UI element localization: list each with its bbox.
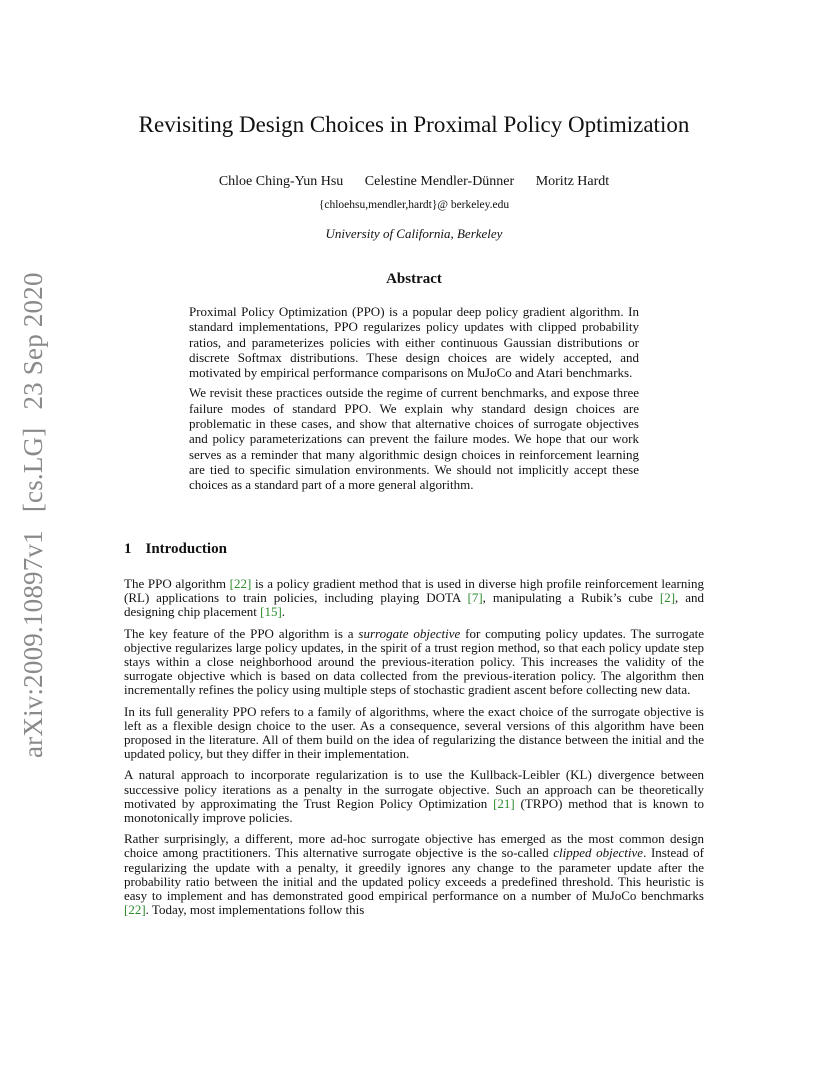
text-run: (TRPO) method that is known to monotonically improve policies. — [124, 795, 704, 826]
affiliation: University of California, Berkeley — [325, 226, 503, 241]
text-run: . Today, most implementations follow this — [145, 902, 365, 918]
text-run: . — [281, 604, 286, 620]
text-run: , and designing chip placement — [124, 590, 704, 620]
text-run: for computing policy updates. The surrogate objective regularizes large policy updates, in the spirit of a trust region method, so that each policy update step stays within a close neighborhood around the previous-iteration policy. This increases the validity of the surrogate objective which is based on data collected from the previous-iteration policy. The algorithm then incrementally refines the policy using multiple steps of stochastic gradient ascent before collecting new data. — [124, 625, 704, 698]
body-paragraph — [124, 832, 704, 917]
emphasis: surrogate objective — [358, 625, 461, 641]
arxiv-id: arXiv:2009.10897v1 — [18, 530, 48, 758]
abstract-paragraph: Proximal Policy Optimization (PPO) is a popular deep policy gradient algorithm. In standard implementations, PPO regularizes policy updates with clipped probability ratios, and parameterizes policies with either continuous Gaussian distributions or discrete Softmax distributions. These design choices are widely accepted, and motivated by empirical performance comparisons on MuJoCo and Atari benchmarks. — [189, 304, 639, 381]
section-number: 1 — [124, 541, 132, 557]
body-paragraph — [124, 768, 704, 825]
body-paragraph: In its full generality PPO refers to a family of algorithms, where the exact choice of the surrogate objective is left as a flexible design choice to the user. As a consequence, several versions of this algorithm have been proposed in the literature. All of them build on the idea of regularizing the distance between the initial and the updated policy, but they differ in their implementation. — [124, 703, 704, 762]
text-run: A natural approach to incorporate regularization is to use the Kullback-Leibler (KL) divergence between successive policy iterations as a penalty in the surrogate objective. Such an approach can be theoretically motivated by approximating the Trust Region Policy Optimization — [124, 767, 704, 811]
abstract-paragraph: We revisit these practices outside the regime of current benchmarks, and expose three failure modes of standard PPO. We explain why standard design choices are problematic in these cases, and show that alternative choices of surrogate objectives and policy parameterizations can prevent the failure modes. We hope that our work serves as a reminder that many algorithmic design choices in reinforcement learning are tied to specific simulation environments. We should not implicitly accept these choices as a standard part of a more general algorithm. — [189, 385, 639, 493]
text-run: . Instead of regularizing the update with a penalty, it greedily ignores any change to the parameter update after the probability ratio between the initial and the updated policy exceeds a predefined threshold. This heuristic is easy to implement and has demonstrated good empirical performance on a number of MuJoCo benchmarks — [124, 845, 704, 904]
section-heading — [124, 541, 227, 558]
emphasis: clipped objective — [553, 845, 644, 861]
abstract-body — [189, 304, 639, 498]
citation-link[interactable]: [2] — [659, 590, 676, 606]
text-run: Rather surprisingly, a different, more ad-hoc surrogate objective has emerged as the most common design choice among practitioners. This alternative surrogate objective is the so-called — [124, 831, 704, 861]
citation-link[interactable]: [15] — [260, 604, 282, 620]
arxiv-date: 23 Sep 2020 — [18, 272, 48, 410]
body-paragraph — [124, 627, 704, 698]
arxiv-stamp — [18, 272, 58, 758]
citation-link[interactable]: [7] — [467, 590, 483, 606]
text-run: The key feature of the PPO algorithm is a — [124, 625, 359, 641]
citation-link[interactable]: [21] — [493, 795, 515, 811]
body-text — [124, 577, 704, 924]
text-run: is a policy gradient method that is used in diverse high profile reinforcement learning (RL) applications to train policies, including playing DOTA — [124, 576, 704, 606]
arxiv-category: [cs.LG] — [18, 427, 48, 513]
author-name: Celestine Mendler-Dünner — [364, 174, 515, 189]
author-name: Moritz Hardt — [535, 174, 610, 189]
body-paragraph — [124, 577, 704, 620]
text-run: The PPO algorithm — [124, 576, 230, 591]
section-title: Introduction — [145, 541, 227, 557]
abstract-heading: Abstract — [386, 271, 442, 287]
citation-link[interactable]: [22] — [124, 902, 146, 918]
paper-title: Revisiting Design Choices in Proximal Policy Optimization — [138, 112, 690, 137]
author-email: {chloehsu,mendler,hardt}@ berkeley.edu — [318, 199, 510, 211]
text-run: , manipulating a Rubik’s cube — [482, 590, 660, 606]
author-list — [0, 174, 828, 190]
author-name: Chloe Ching-Yun Hsu — [218, 174, 344, 189]
citation-link[interactable]: [22] — [229, 576, 252, 591]
